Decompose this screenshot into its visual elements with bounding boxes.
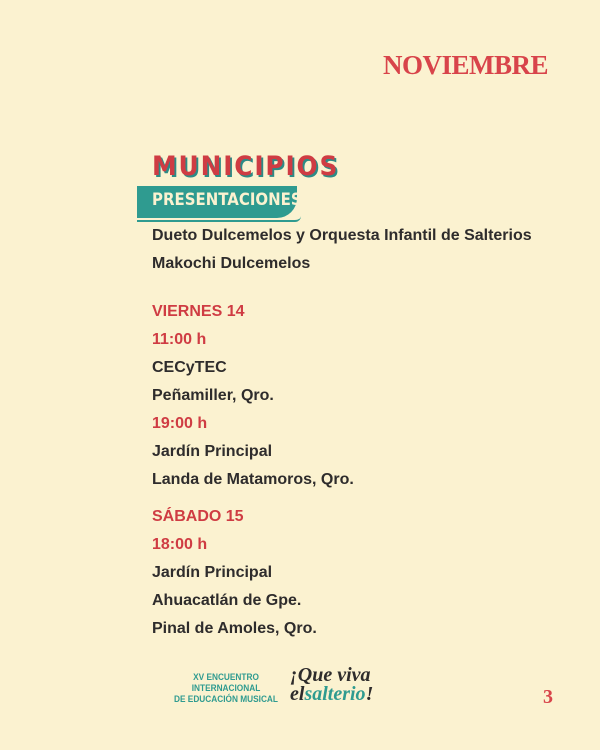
logo-salterio: salterio [304,683,366,705]
event-name [160,672,292,705]
event-day [152,503,572,643]
place-label: Ahuacatlán de Gpe. [152,592,302,609]
day-label: SÁBADO 15 [152,508,244,525]
day-label: VIERNES 14 [152,303,245,320]
logo-el: el [290,683,305,705]
page-number: 3 [543,686,553,708]
event-day [152,298,572,494]
venue-label: CECyTEC [152,359,227,376]
place-label: Landa de Matamoros, Qro. [152,471,354,488]
que-viva-el-salterio-logo [290,666,373,704]
presentaciones-banner [137,186,302,218]
performer-item: Dueto Dulcemelos y Orquesta Infantil de Salterios [152,227,532,244]
time-label: 18:00 h [152,536,208,553]
logo-end: ! [365,683,374,705]
event-name-line: DE EDUCACIÓN MUSICAL [174,694,278,704]
logo-bottom-line [290,685,373,704]
month-heading: NOVIEMBRE [382,50,548,80]
schedule-content [152,150,572,643]
place-label: Pinal de Amoles, Qro. [152,620,317,637]
logo-top-line: ¡Que viva [290,664,371,686]
event-name-line: XV ENCUENTRO INTERNACIONAL [191,672,261,693]
performer-item: Makochi Dulcemelos [152,255,311,272]
venue-label: Jardín Principal [152,564,273,581]
section-title: MUNICIPIOS [152,151,340,182]
time-label: 19:00 h [152,415,208,432]
place-label: Peñamiller, Qro. [152,387,274,404]
performers-list [152,222,572,278]
banner-label: PRESENTACIONES [152,190,302,210]
time-label: 11:00 h [152,331,207,348]
venue-label: Jardín Principal [152,443,273,460]
